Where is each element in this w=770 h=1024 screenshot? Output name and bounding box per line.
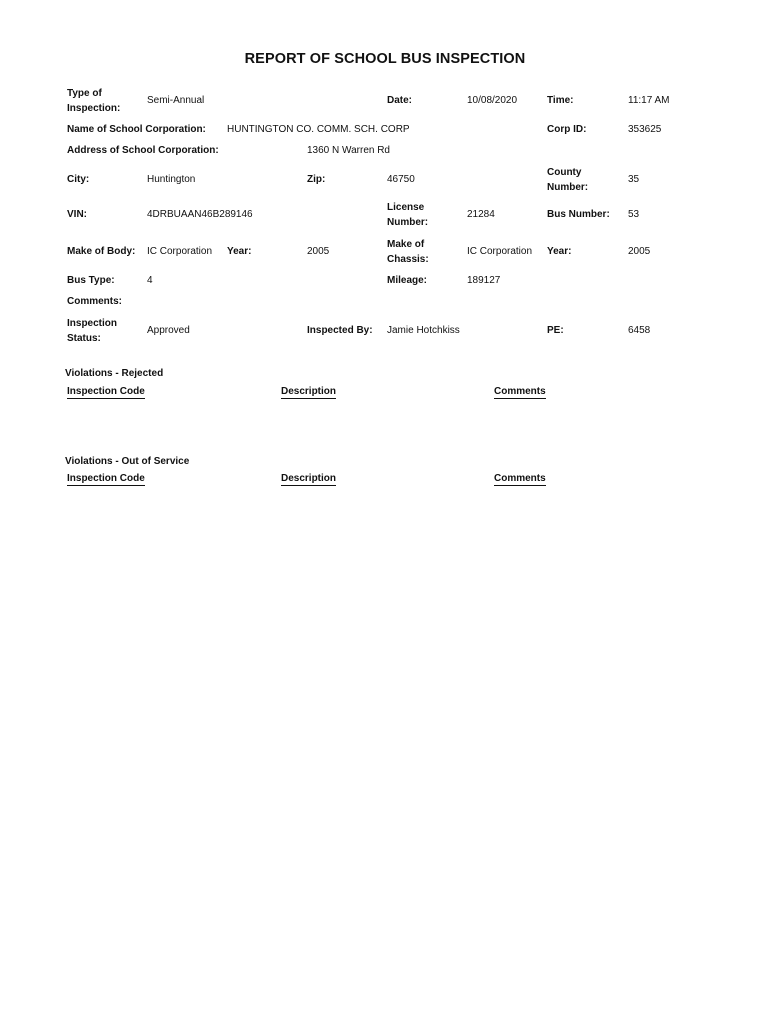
zip-label: Zip: (307, 174, 326, 185)
oos-col-comments: Comments (494, 473, 546, 484)
license-number-label: License Number: (387, 202, 429, 228)
make-of-chassis-label: Make of Chassis: (387, 239, 429, 265)
time-label: Time: (547, 95, 574, 106)
bus-type-value: 4 (147, 275, 153, 286)
pe-value: 6458 (628, 325, 651, 336)
mileage-label: Mileage: (387, 275, 428, 286)
date-label: Date: (387, 95, 413, 106)
bus-number-label: Bus Number: (547, 209, 610, 220)
zip-value: 46750 (387, 174, 415, 185)
rejected-col-comments: Comments (494, 386, 546, 397)
make-of-body-label: Make of Body: (67, 246, 136, 257)
oos-col-description: Description (281, 473, 337, 484)
county-number-value: 35 (628, 174, 640, 185)
make-of-body-value: IC Corporation (147, 246, 213, 257)
city-value: Huntington (147, 174, 196, 185)
body-year-label: Year: (227, 246, 252, 257)
chassis-year-label: Year: (547, 246, 572, 257)
inspection-status-value: Approved (147, 325, 190, 336)
type-of-inspection-label: Type of Inspection: (67, 88, 121, 114)
inspected-by-label: Inspected By: (307, 325, 373, 336)
address-value: 1360 N Warren Rd (307, 145, 390, 156)
inspected-by-value: Jamie Hotchkiss (387, 325, 460, 336)
rejected-col-inspection-code: Inspection Code (67, 386, 145, 397)
comments-label: Comments: (67, 296, 123, 307)
vin-value: 4DRBUAAN46B289146 (147, 209, 253, 220)
date-value: 10/08/2020 (467, 95, 518, 106)
violations-out-of-service-heading: Violations - Out of Service (65, 456, 190, 467)
oos-col-inspection-code: Inspection Code (67, 473, 145, 484)
pe-label: PE: (547, 325, 564, 336)
bus-number-value: 53 (628, 209, 640, 220)
chassis-year-value: 2005 (628, 246, 651, 257)
bus-type-label: Bus Type: (67, 275, 115, 286)
time-value: 11:17 AM (628, 95, 670, 106)
rejected-col-description: Description (281, 386, 337, 397)
report-title: REPORT OF SCHOOL BUS INSPECTION (244, 51, 526, 67)
violations-rejected-heading: Violations - Rejected (65, 368, 164, 379)
body-year-value: 2005 (307, 246, 330, 257)
address-label: Address of School Corporation: (67, 145, 219, 156)
type-of-inspection-value: Semi-Annual (147, 95, 205, 106)
mileage-value: 189127 (467, 275, 501, 286)
county-number-label: County Number: (547, 167, 589, 193)
make-of-chassis-value: IC Corporation (467, 246, 533, 257)
school-corporation-value: HUNTINGTON CO. COMM. SCH. CORP (227, 124, 410, 135)
corp-id-label: Corp ID: (547, 124, 587, 135)
inspection-status-label: Inspection Status: (67, 318, 118, 344)
corp-id-value: 353625 (628, 124, 662, 135)
license-number-value: 21284 (467, 209, 495, 220)
vin-label: VIN: (67, 209, 87, 220)
city-label: City: (67, 174, 90, 185)
school-corporation-label: Name of School Corporation: (67, 124, 206, 135)
